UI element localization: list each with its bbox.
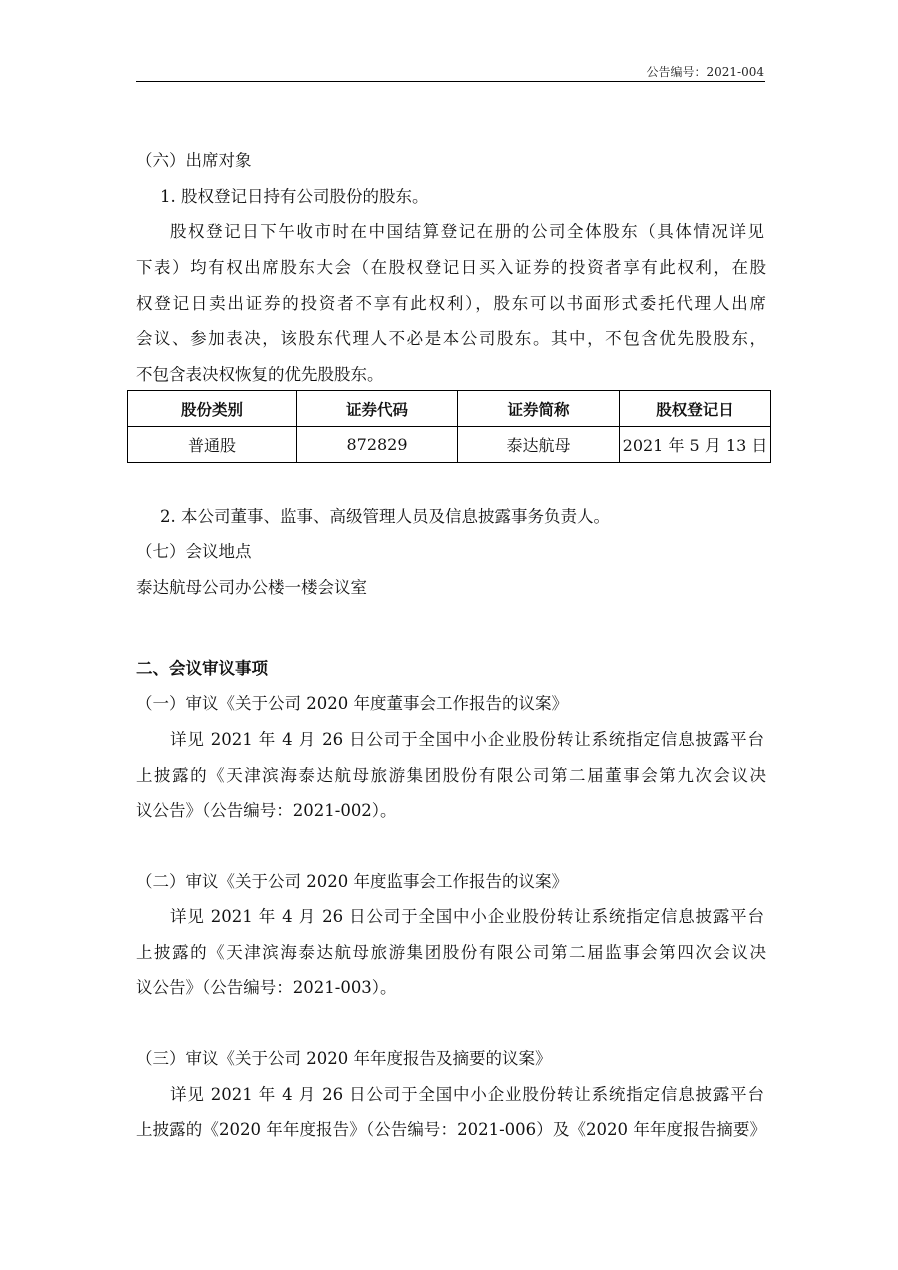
table-header-cell: 股份类别	[128, 391, 297, 427]
notice-number: 公告编号：2021-004	[646, 65, 764, 79]
agenda-item-2-title: （二）审议《关于公司 2020 年度监事会工作报告的议案》	[136, 872, 568, 891]
agenda-item-2-line-2: 上披露的《天津滨海泰达航母旅游集团股份有限公司第二届监事会第四次会议决	[136, 943, 766, 962]
table-header-row	[128, 391, 771, 427]
table-cell: 普通股	[128, 427, 297, 463]
attendee-item-2: 2. 本公司董事、监事、高级管理人员及信息披露事务负责人。	[160, 507, 610, 526]
agenda-item-3-line-1: 详见 2021 年 4 月 26 日公司于全国中小企业股份转让系统指定信息披露平台	[170, 1085, 764, 1104]
attendee-para-line-1: 股权登记日下午收市时在中国结算登记在册的公司全体股东（具体情况详见	[170, 222, 764, 241]
attendee-para-line-4: 会议、参加表决，该股东代理人不必是本公司股东。其中，不包含优先股股东，	[136, 329, 766, 348]
table-header-cell: 股权登记日	[620, 391, 771, 427]
agenda-item-2-line-1: 详见 2021 年 4 月 26 日公司于全国中小企业股份转让系统指定信息披露平台	[170, 907, 764, 926]
agenda-item-3-title: （三）审议《关于公司 2020 年年度报告及摘要的议案》	[136, 1049, 552, 1068]
shareholder-table	[127, 390, 771, 463]
table-cell: 泰达航母	[458, 427, 620, 463]
table-cell: 2021 年 5 月 13 日	[620, 427, 771, 463]
section-title-location: （七）会议地点	[136, 542, 252, 561]
table-header-cell: 证券简称	[458, 391, 620, 427]
table-cell: 872829	[297, 427, 458, 463]
header-rule	[136, 81, 765, 82]
attendee-para-line-3: 权登记日卖出证券的投资者不享有此权利），股东可以书面形式委托代理人出席	[136, 294, 766, 313]
attendee-para-line-5: 不包含表决权恢复的优先股股东。	[136, 365, 384, 384]
agenda-item-1-line-2: 上披露的《天津滨海泰达航母旅游集团股份有限公司第二届董事会第九次会议决	[136, 766, 766, 785]
section-heading-agenda: 二、会议审议事项	[136, 659, 268, 678]
table-row	[128, 427, 771, 463]
agenda-item-1-line-1: 详见 2021 年 4 月 26 日公司于全国中小企业股份转让系统指定信息披露平台	[170, 730, 764, 749]
attendee-item-1: 1. 股权登记日持有公司股份的股东。	[160, 187, 429, 206]
section-title-attendees: （六）出席对象	[136, 151, 252, 170]
agenda-item-3-line-2: 上披露的《2020 年年度报告》（公告编号：2021-006）及《2020 年年度报告摘要》	[136, 1120, 766, 1139]
agenda-item-1-title: （一）审议《关于公司 2020 年度董事会工作报告的议案》	[136, 694, 568, 713]
agenda-item-1-line-3: 议公告》（公告编号：2021-002）。	[136, 801, 397, 820]
table-header-cell: 证券代码	[297, 391, 458, 427]
attendee-para-line-2: 下表）均有权出席股东大会（在股权登记日买入证券的投资者享有此权利，在股	[136, 258, 766, 277]
meeting-location: 泰达航母公司办公楼一楼会议室	[136, 578, 367, 597]
agenda-item-2-line-3: 议公告》（公告编号：2021-003）。	[136, 978, 397, 997]
